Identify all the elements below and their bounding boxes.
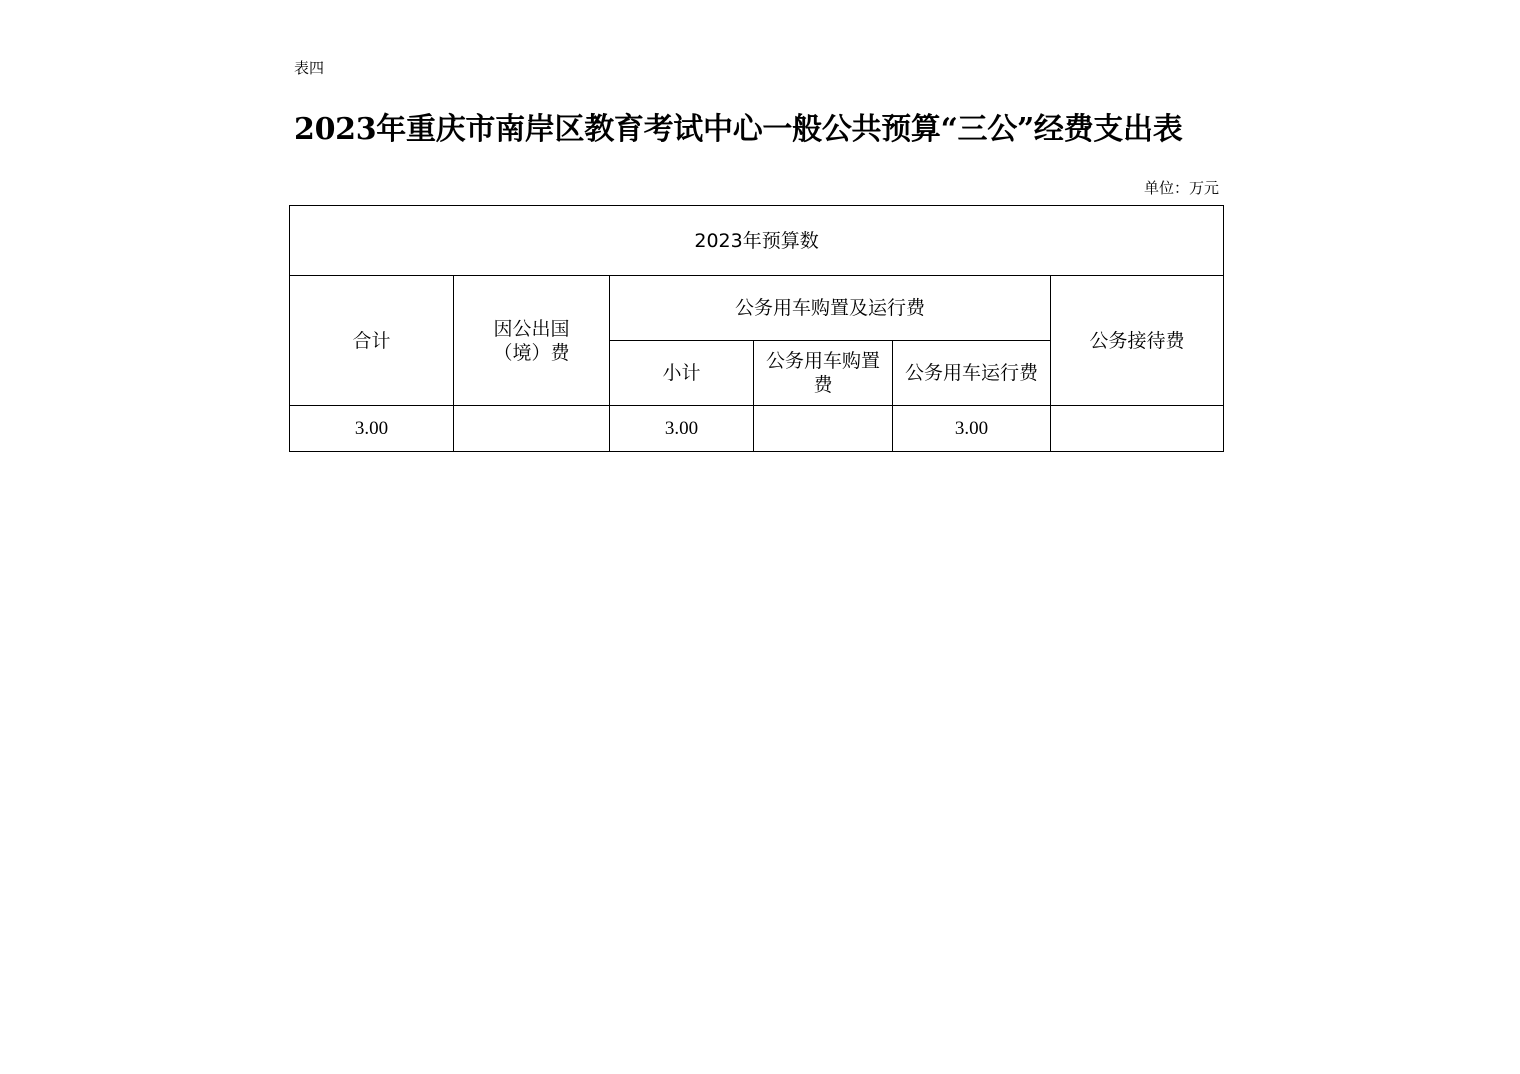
page-title: 2023年重庆市南岸区教育考试中心一般公共预算“三公”经费支出表 [294, 112, 1183, 147]
cell-overseas [454, 406, 610, 452]
table-row [290, 406, 1224, 452]
header-vehicle-purchase-line1: 公务用车购置 [765, 350, 880, 372]
table-header-row-year [290, 206, 1224, 276]
cell-vehicle-purchase [754, 406, 893, 452]
header-vehicle-subtotal: 小计 [610, 341, 754, 406]
table-header-row-1 [290, 276, 1224, 341]
unit-label: 单位：万元 [1143, 179, 1219, 197]
header-overseas-line1: 因公出国 [493, 317, 570, 340]
cell-vehicle-operation: 3.00 [893, 406, 1051, 452]
header-total: 合计 [290, 276, 454, 406]
page-label: 表四 [294, 59, 325, 77]
header-vehicle-operation: 公务用车运行费 [893, 341, 1051, 406]
budget-table [289, 205, 1224, 452]
header-reception: 公务接待费 [1051, 276, 1224, 406]
header-vehicle-group: 公务用车购置及运行费 [610, 276, 1051, 341]
cell-reception [1051, 406, 1224, 452]
header-overseas-line2: （境）费 [493, 341, 570, 364]
header-vehicle-purchase [754, 341, 893, 406]
year-header: 2023年预算数 [290, 206, 1224, 276]
header-vehicle-purchase-line2: 费 [813, 374, 833, 396]
header-overseas [454, 276, 610, 406]
cell-vehicle-subtotal: 3.00 [610, 406, 754, 452]
cell-total: 3.00 [290, 406, 454, 452]
